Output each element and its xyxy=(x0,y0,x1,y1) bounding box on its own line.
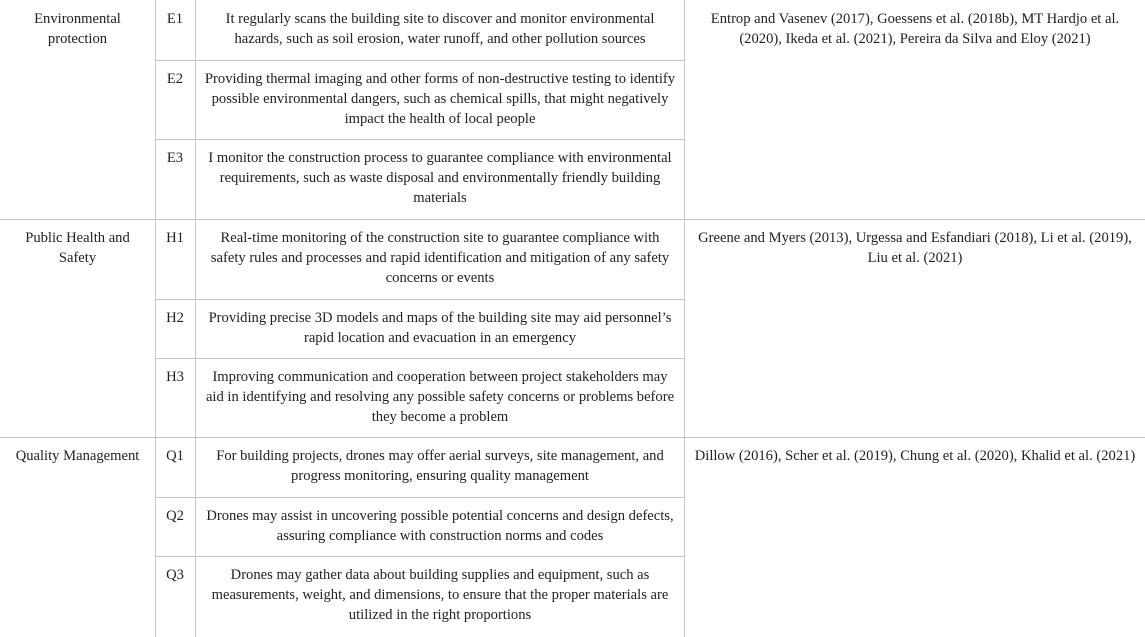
category-cell: Environmental protection xyxy=(34,11,121,47)
item-code: Q2 xyxy=(166,508,184,524)
item-code: E2 xyxy=(166,71,184,87)
item-description: Drones may assist in uncovering possible potential concerns and design defects, assuring compliance with construction norms and codes xyxy=(206,508,674,544)
item-code: E1 xyxy=(166,11,184,27)
references-cell: Entrop and Vasenev (2017), Goessens et al. (2018b), MT Hardjo et al. (2020), Ikeda et al. (2021), Pereira da Silva and Eloy (2021) xyxy=(710,11,1120,47)
references-cell: Greene and Myers (2013), Urgessa and Esfandiari (2018), Li et al. (2019), Liu et al. (2021) xyxy=(698,230,1132,266)
item-code: H3 xyxy=(166,369,184,385)
category-cell: Quality Management xyxy=(15,448,140,464)
item-code: E3 xyxy=(166,150,184,166)
category-cell: Public Health and Safety xyxy=(25,230,130,266)
item-code: Q1 xyxy=(166,448,184,464)
references-cell: Dillow (2016), Scher et al. (2019), Chung et al. (2020), Khalid et al. (2021) xyxy=(694,448,1136,464)
item-description: Drones may gather data about building supplies and equipment, such as measurements, weight, and dimensions, to ensure that the proper materials are utilized in the right proportions xyxy=(211,567,669,623)
item-code: Q3 xyxy=(166,567,184,583)
item-description: Improving communication and cooperation between project stakeholders may aid in identifying and resolving any possible safety concerns or problems before they become a problem xyxy=(205,369,675,425)
item-code: H2 xyxy=(166,310,184,326)
item-description: For building projects, drones may offer aerial surveys, site management, and progress monitoring, ensuring quality management xyxy=(216,448,664,484)
item-description: I monitor the construction process to guarantee compliance with environmental requirements, such as waste disposal and environmentally friendly building materials xyxy=(208,150,672,206)
item-code: H1 xyxy=(166,230,184,246)
item-description: Providing precise 3D models and maps of the building site may aid personnel’s rapid location and evacuation in an emergency xyxy=(208,310,672,346)
item-description: Providing thermal imaging and other forms of non-destructive testing to identify possible environmental dangers, such as chemical spills, that might negatively impact the health of local people xyxy=(204,71,676,127)
item-description: It regularly scans the building site to discover and monitor environmental hazards, such as soil erosion, water runoff, and other pollution sources xyxy=(225,11,655,47)
item-description: Real-time monitoring of the construction site to guarantee compliance with safety rules and processes and rapid identification and mitigation of any safety concerns or events xyxy=(210,230,670,286)
